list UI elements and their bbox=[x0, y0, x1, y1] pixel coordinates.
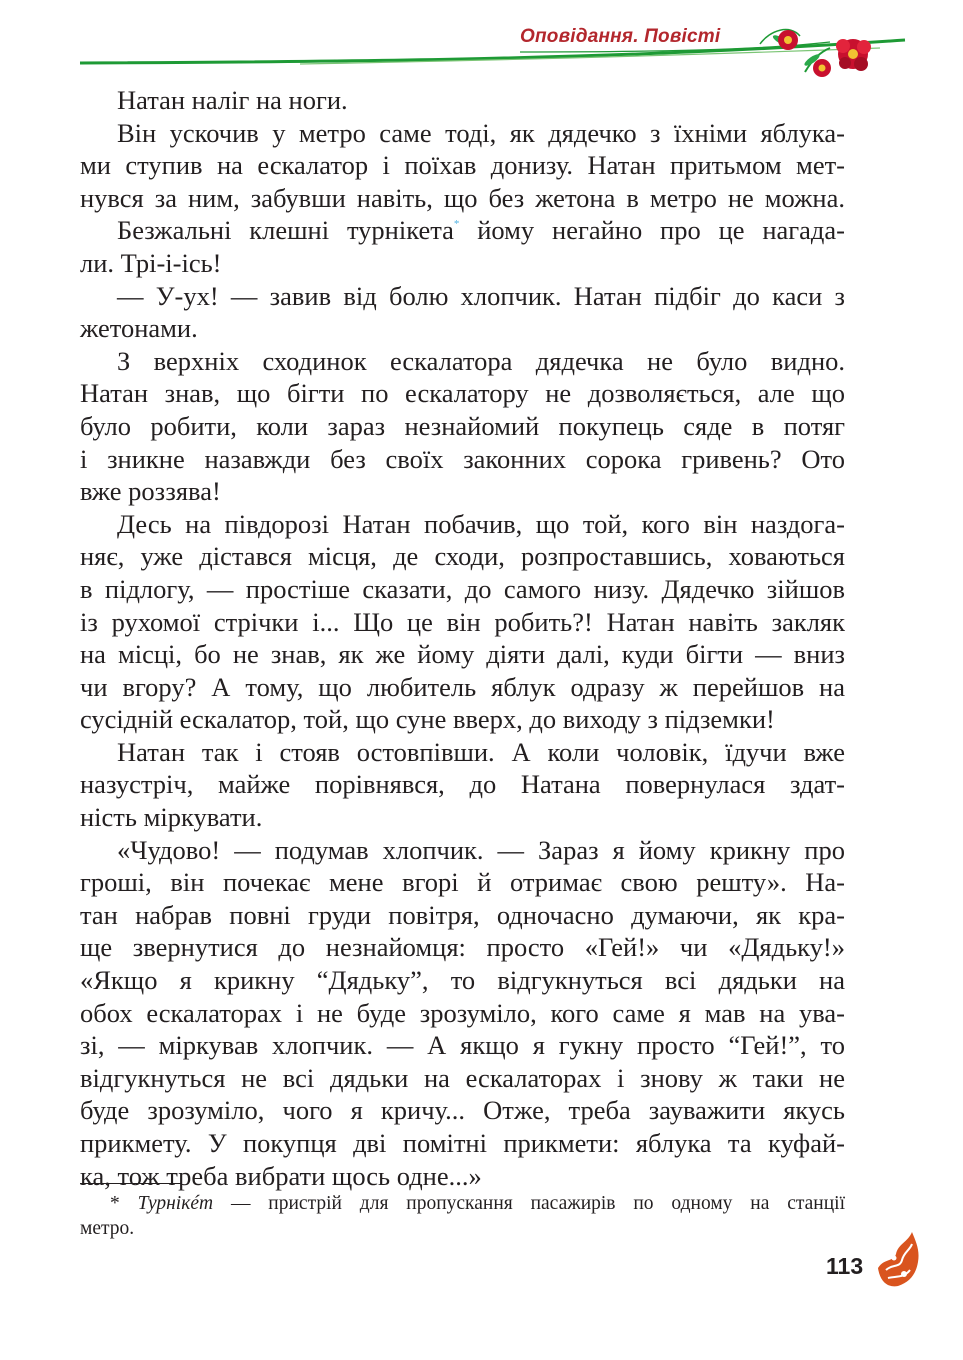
paragraph bbox=[80, 214, 845, 279]
text-line: було робити, коли зараз незнайомий покупець сяде в потяг bbox=[80, 410, 845, 441]
paragraph bbox=[80, 117, 845, 215]
page-number: 113 bbox=[826, 1253, 864, 1279]
text-line: ще звернутися до незнайомця: просто «Гей!» чи «Дядьку!» bbox=[80, 932, 845, 963]
text-line: зі, — міркував хлопчик. — А якщо я гукну просто “Гей!”, то bbox=[80, 1030, 845, 1061]
footnote-definition: — пристрій для пропускання пасажирів по одному на станції bbox=[213, 1193, 845, 1214]
text-line: ми ступив на ескалатор і поїхав донизу. Натан притьмом мет- bbox=[80, 150, 845, 181]
text-line: гроші, він почекає мене вгорі й отримає свою решту». На- bbox=[80, 867, 845, 898]
text-line: із рухомої стрічки і... Що це він робить?! Натан навіть закляк bbox=[80, 606, 845, 637]
text-line: ли. Трі-і-ісь! bbox=[80, 247, 222, 278]
text-line: тан набрав повні груди повітря, одночасно думаючи, як кра- bbox=[80, 899, 845, 930]
paragraph bbox=[80, 345, 845, 508]
story-text bbox=[80, 84, 845, 1192]
footnote-term: Турнікéт bbox=[137, 1193, 214, 1214]
text-line: чи вгору? А тому, що любитель яблук одразу ж перейшов на bbox=[80, 671, 845, 702]
text-line: Натан наліг на ноги. bbox=[117, 85, 348, 115]
corner-ornament-icon bbox=[874, 1228, 924, 1290]
text-line: жетонами. bbox=[80, 313, 198, 344]
footnote-line: метро. bbox=[80, 1218, 135, 1239]
text-line: відгукнуться не всі дядьки на ескалаторах і знову ж таки не bbox=[80, 1062, 845, 1093]
text-line: на місці, бо не знав, як же йому діяти далі, куди бігти — вниз bbox=[80, 639, 845, 670]
paragraph bbox=[80, 508, 845, 736]
text-line: «Чудово! — подумав хлопчик. — Зараз я йому крикну про bbox=[117, 834, 845, 865]
footnote-divider bbox=[80, 1183, 182, 1184]
text-line: Натан так і стояв остовпівши. А коли чоловік, їдучи вже bbox=[117, 736, 845, 767]
text-line: ка, тож треба вибрати щось одне...» bbox=[80, 1160, 482, 1191]
text-line: вже роззява! bbox=[80, 476, 221, 507]
red-flower-icon bbox=[778, 30, 798, 50]
flower-stem-ornament bbox=[0, 0, 963, 90]
text-line: Натан знав, що бігти по ескалатору не дозволяється, але що bbox=[80, 378, 845, 409]
text-line: Безжальні клешні турнікета* йому негайно про це нагада- bbox=[117, 215, 845, 246]
text-line: обох ескалаторах і не буде зрозуміло, кого саме я мав на ува- bbox=[80, 997, 845, 1028]
paragraph bbox=[80, 280, 845, 345]
text-line: нувся за ним, забувши навіть, що без жетона в метро не можна. bbox=[80, 182, 845, 213]
paragraph bbox=[80, 834, 845, 1193]
text-line: — У-ух! — завив від болю хлопчик. Натан підбіг до каси з bbox=[117, 280, 845, 311]
text-line: Він ускочив у метро саме тоді, як дядечко з їхніми яблука- bbox=[117, 117, 845, 148]
footnote bbox=[80, 1191, 845, 1241]
text-line: ність міркувати. bbox=[80, 802, 263, 833]
paragraph bbox=[80, 84, 845, 117]
text-line: няє, уже дістався місця, де сходи, розпроставшись, ховаються bbox=[80, 541, 845, 572]
footnote-mark: * bbox=[110, 1193, 120, 1214]
text-line: і зникне назавжди без своїх законних сорока гривень? Ото bbox=[80, 443, 845, 474]
text-line: Десь на півдорозі Натан побачив, що той, кого він наздога- bbox=[117, 508, 845, 539]
text-line: назустріч, майже порівнявся, до Натана повернулася здат- bbox=[80, 769, 845, 800]
footnote-line bbox=[80, 1191, 845, 1216]
text-line: «Якщо я крикну “Дядьку”, то відгукнуться всі дядьки на bbox=[80, 965, 845, 996]
text-line: сусідній ескалатор, той, що суне вверх, до виходу з підземки! bbox=[80, 704, 775, 735]
text-line: прикмету. У покупця дві помітні прикмети: яблука та куфай- bbox=[80, 1128, 845, 1158]
text-line: в підлогу, — простіше сказати, до самого низу. Дядечко зійшов bbox=[80, 573, 845, 604]
paragraph bbox=[80, 736, 845, 834]
text-line: буде зрозуміло, чого я кричу... Отже, треба зауважити якусь bbox=[80, 1095, 845, 1126]
footnote-marker[interactable]: * bbox=[453, 218, 460, 231]
text-line: З верхніх сходинок ескалатора дядечка не було видно. bbox=[117, 345, 845, 376]
red-flower-icon bbox=[813, 59, 831, 77]
red-flower-icon bbox=[836, 39, 871, 71]
section-title: Оповідання. Повісті bbox=[520, 26, 721, 47]
